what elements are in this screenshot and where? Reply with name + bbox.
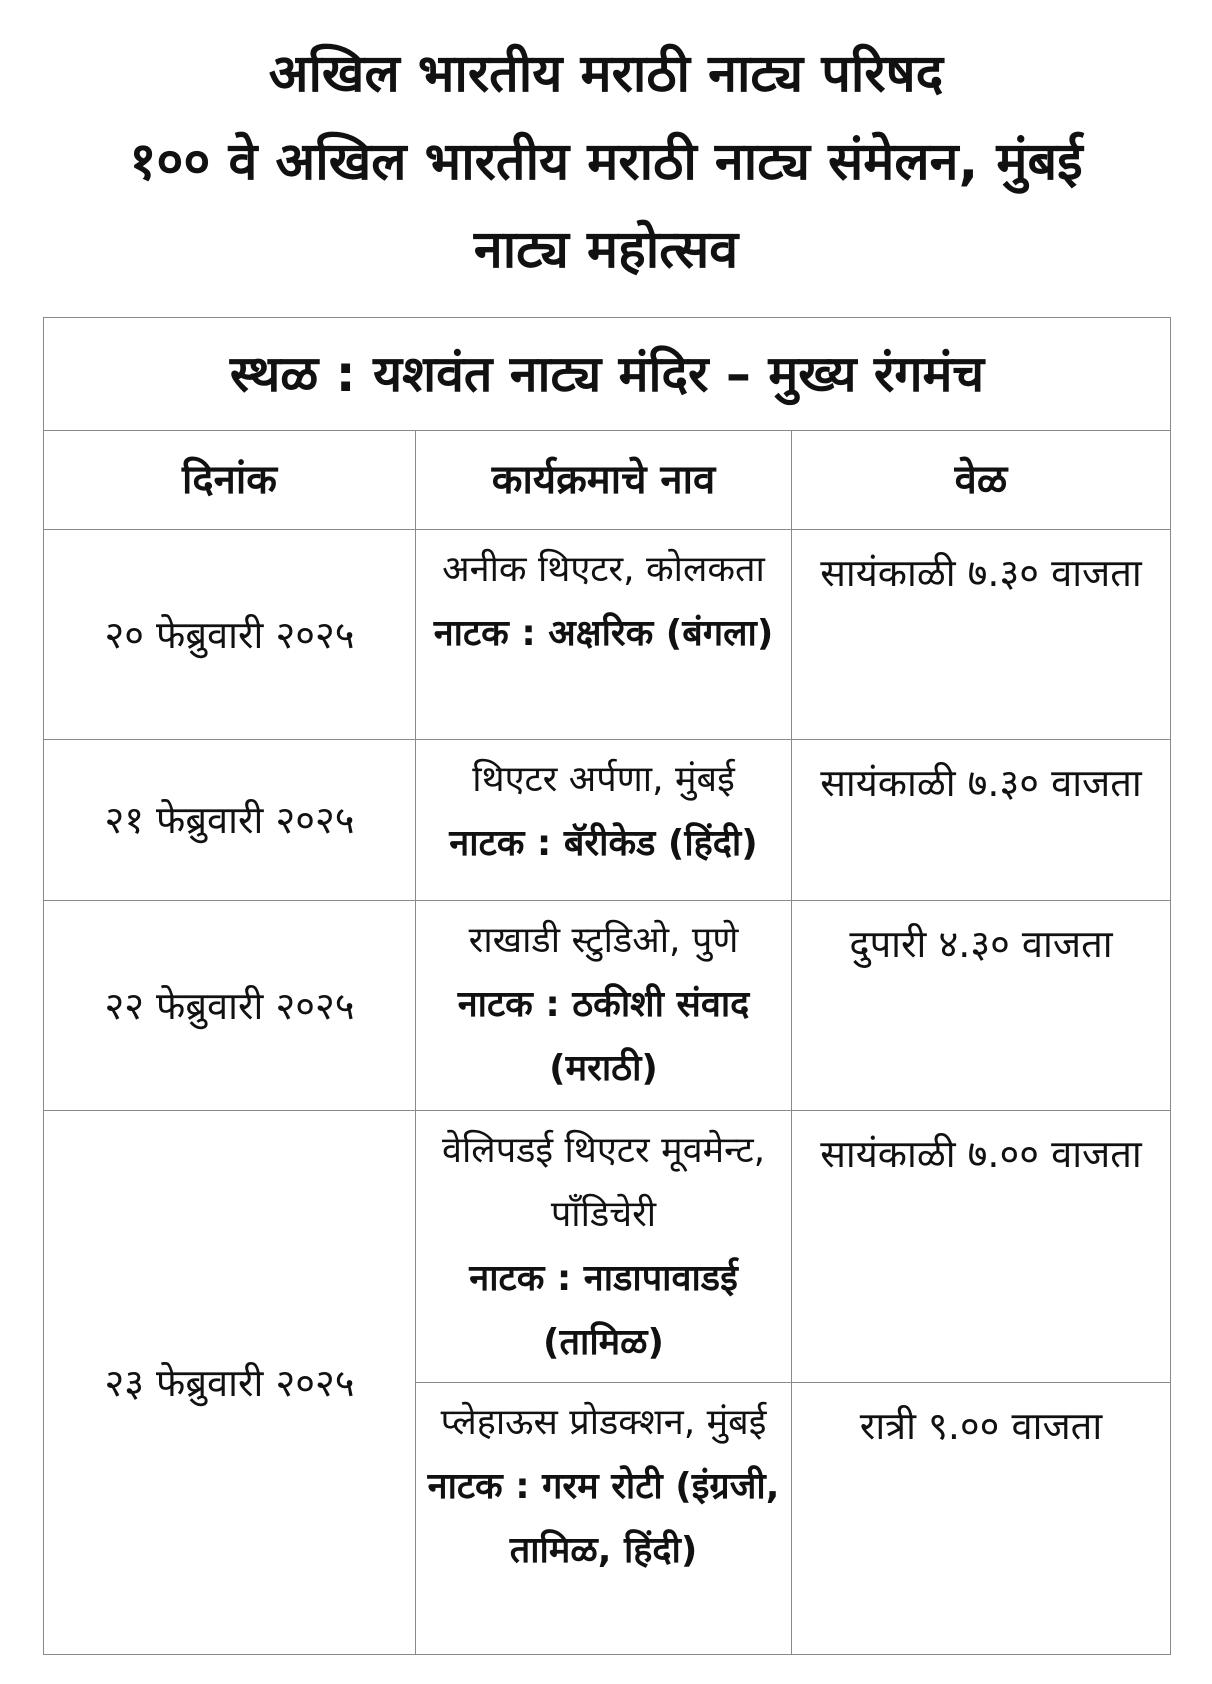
- organization-title: अखिल भारतीय मराठी नाट्य परिषद: [268, 44, 944, 104]
- time-text: सायंकाळी ७.३० वाजता: [820, 761, 1142, 805]
- table-row: [44, 901, 1171, 1111]
- date-cell: २३ फेब्रुवारी २०२५: [44, 1111, 416, 1655]
- time-text: सायंकाळी ७.३० वाजता: [820, 551, 1142, 595]
- column-header-programme: कार्यक्रमाचे नाव: [416, 431, 792, 530]
- page-heading: [0, 30, 1212, 294]
- time-text: रात्री ९.०० वाजता: [859, 1404, 1103, 1448]
- time-cell: [792, 530, 1171, 740]
- programme-cell: [416, 1111, 792, 1383]
- table-row: [44, 740, 1171, 901]
- venue-label: स्थळ : यशवंत नाट्य मंदिर – मुख्य रंगमंच: [44, 318, 1171, 431]
- play-name: नाटक : नाडापावाडई (तामिळ): [469, 1258, 738, 1363]
- time-cell: [792, 740, 1171, 901]
- troupe-name: वेलिपडई थिएटर मूवमेन्ट, पाँडिचेरी: [441, 1130, 766, 1235]
- date-cell: २० फेब्रुवारी २०२५: [44, 530, 416, 740]
- table-row: [44, 530, 1171, 740]
- time-text: सायंकाळी ७.०० वाजता: [820, 1132, 1142, 1176]
- date-cell: २१ फेब्रुवारी २०२५: [44, 740, 416, 901]
- venue-row: [44, 318, 1171, 431]
- event-title: १०० वे अखिल भारतीय मराठी नाट्य संमेलन, मुंबई: [129, 132, 1083, 192]
- date-cell: २२ फेब्रुवारी २०२५: [44, 901, 416, 1111]
- time-cell: [792, 901, 1171, 1111]
- programme-cell: [416, 740, 792, 901]
- column-header-row: [44, 431, 1171, 530]
- programme-cell: [416, 901, 792, 1111]
- schedule-table: [43, 317, 1171, 1655]
- table-row: [44, 1111, 1171, 1383]
- programme-cell: [416, 530, 792, 740]
- troupe-name: प्लेहाऊस प्रोडक्शन, मुंबई: [440, 1402, 767, 1443]
- play-name: नाटक : ठकीशी संवाद (मराठी): [457, 984, 750, 1089]
- time-cell: [792, 1383, 1171, 1655]
- festival-title: नाट्य महोत्सव: [473, 220, 739, 280]
- column-header-time: वेळ: [792, 431, 1171, 530]
- programme-cell: [416, 1383, 792, 1655]
- column-header-date: दिनांक: [44, 431, 416, 530]
- troupe-name: राखाडी स्टुडिओ, पुणे: [468, 920, 739, 961]
- time-text: दुपारी ४.३० वाजता: [849, 922, 1113, 966]
- play-name: नाटक : बॅरीकेड (हिंदी): [449, 823, 758, 864]
- troupe-name: थिएटर अर्पणा, मुंबई: [472, 759, 735, 800]
- play-name: नाटक : अक्षरिक (बंगला): [433, 613, 774, 654]
- time-cell: [792, 1111, 1171, 1383]
- troupe-name: अनीक थिएटर, कोलकता: [442, 549, 765, 590]
- play-name: नाटक : गरम रोटी (इंग्रजी, तामिळ, हिंदी): [427, 1466, 780, 1571]
